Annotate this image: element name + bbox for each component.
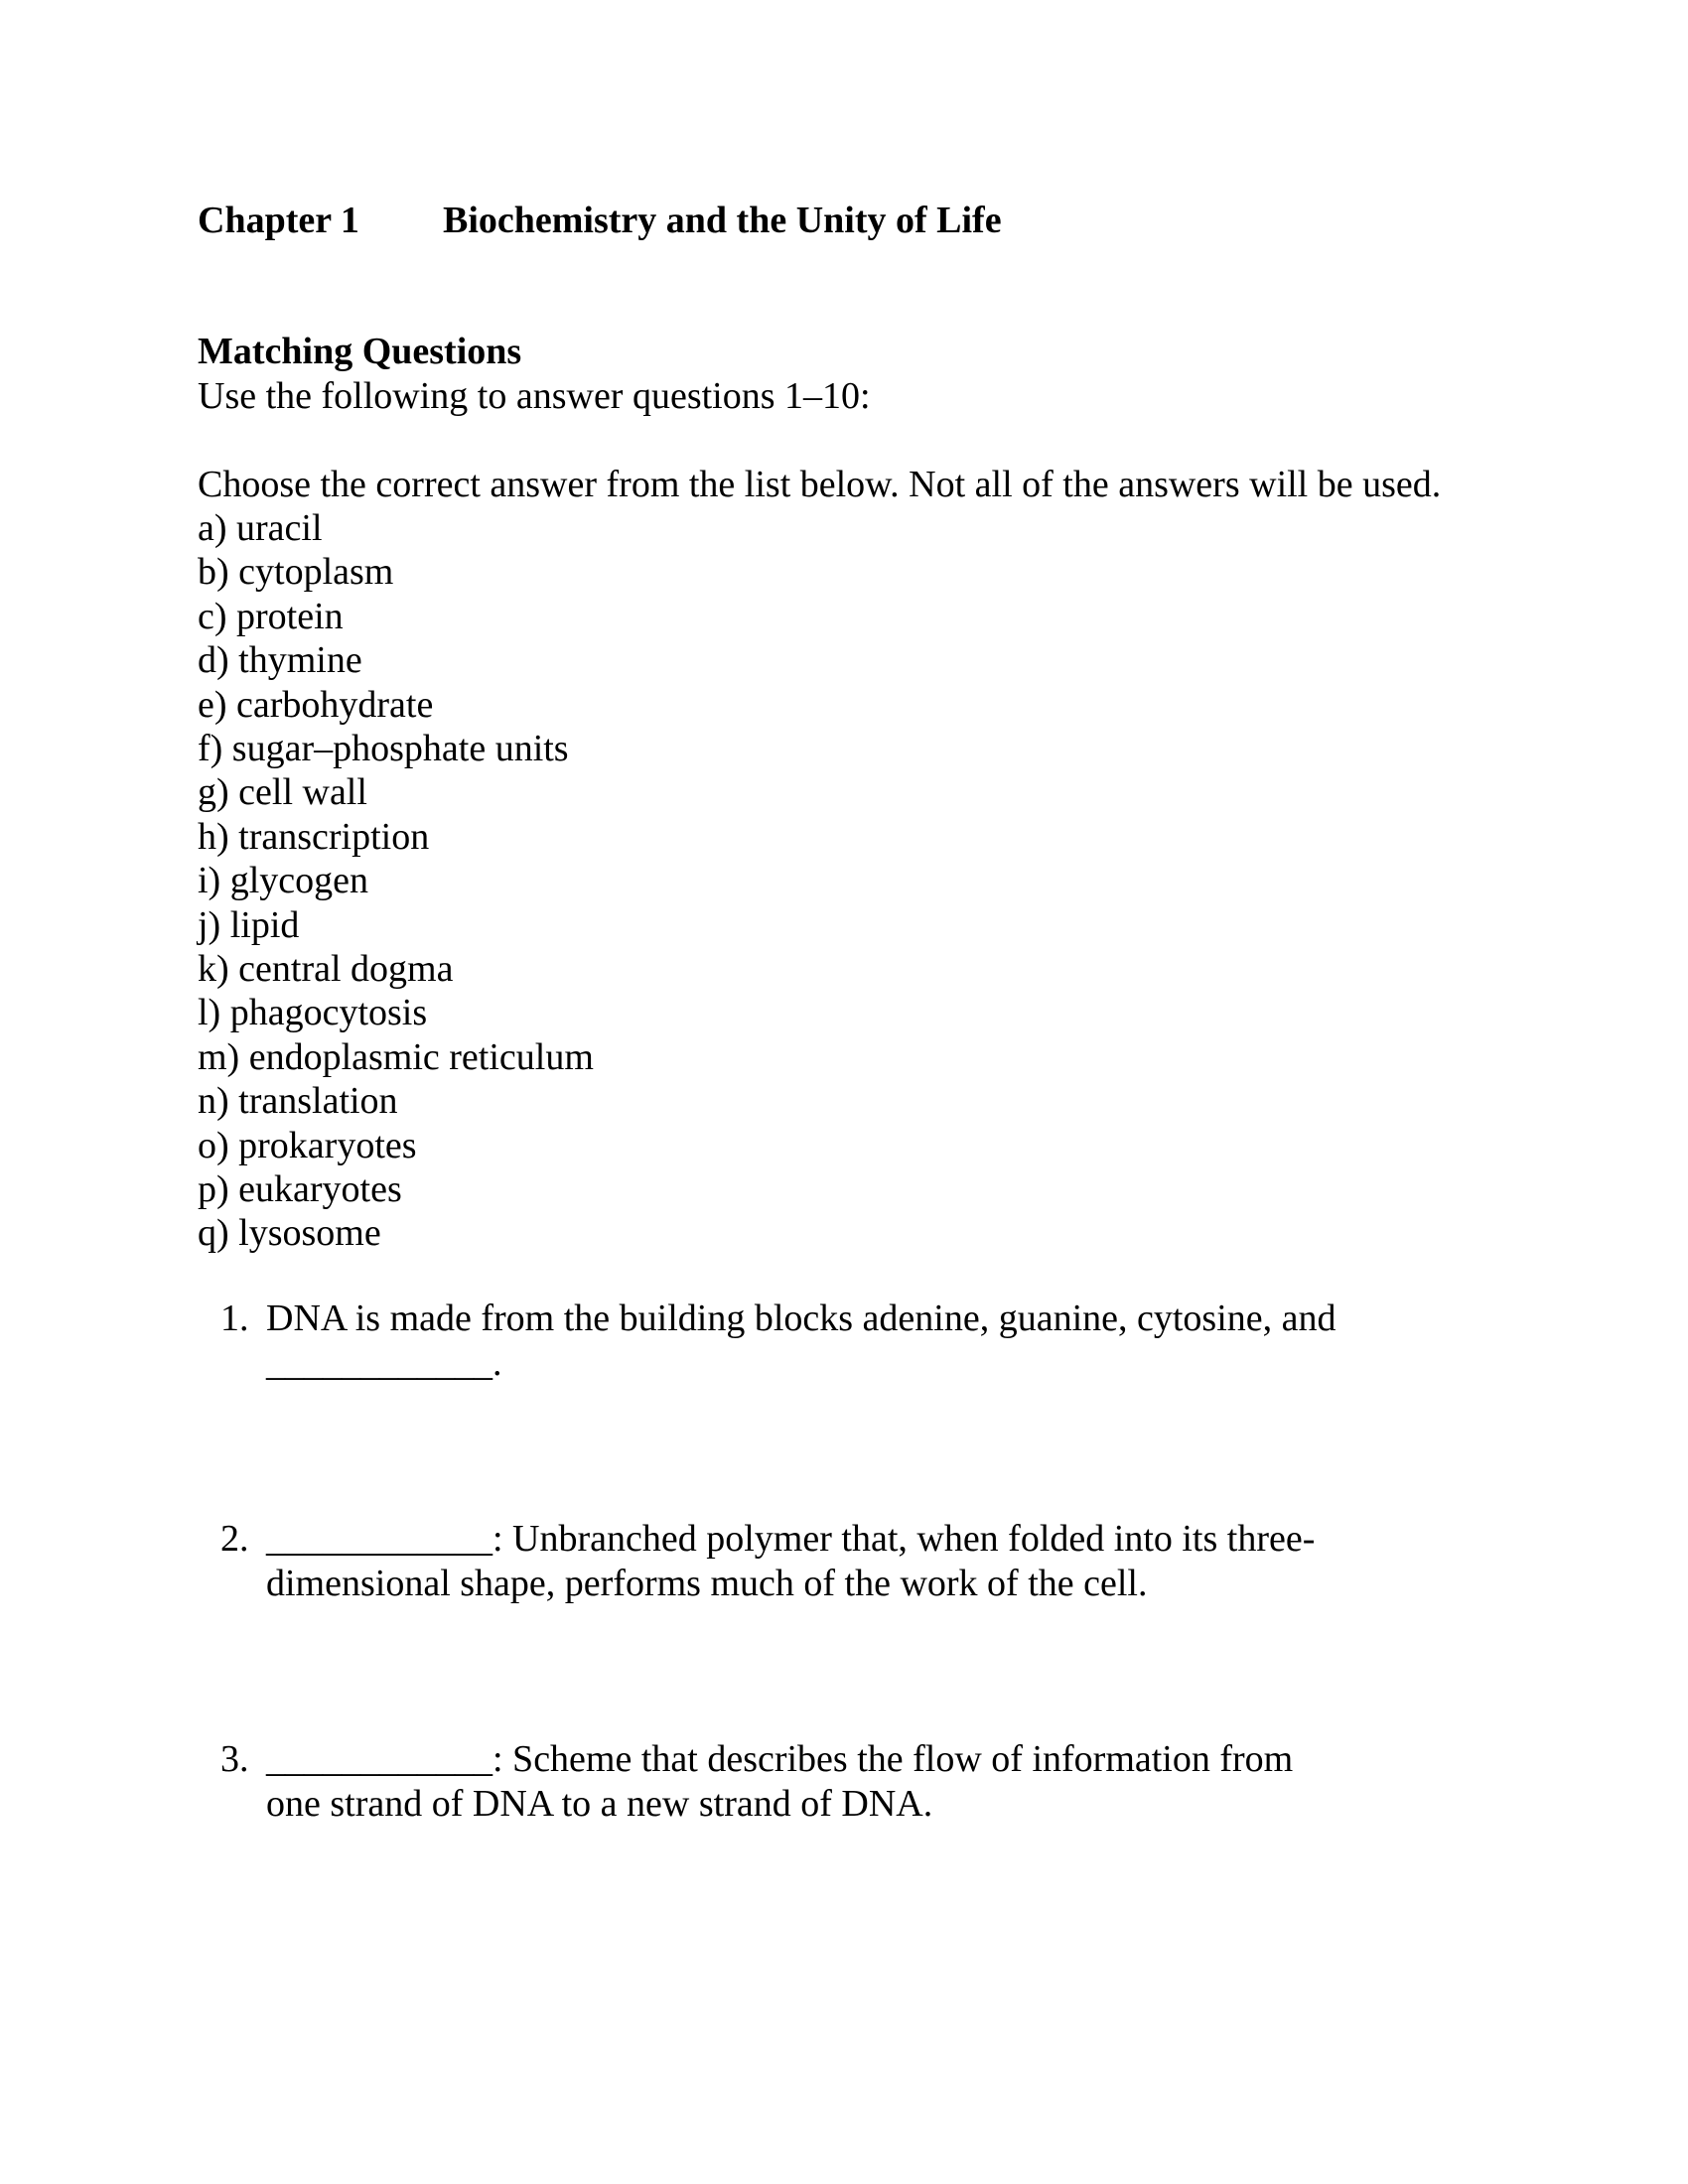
answer-option: q) lysosome [198, 1212, 381, 1255]
question-number: 3. [220, 1738, 249, 1780]
question-text-line: ____________. [266, 1341, 502, 1384]
question-number: 2. [220, 1518, 249, 1560]
section-heading: Matching Questions [198, 331, 522, 372]
answer-option: i) glycogen [198, 860, 369, 902]
answer-option: j) lipid [198, 903, 300, 946]
question-text-line: DNA is made from the building blocks adenine, guanine, cytosine, and [266, 1297, 1336, 1339]
answer-option: f) sugar–phosphate units [198, 728, 569, 769]
question-text-line: one strand of DNA to a new strand of DNA. [266, 1782, 933, 1825]
answer-option: o) prokaryotes [198, 1124, 417, 1166]
answer-option: e) carbohydrate [198, 683, 434, 726]
answer-option: m) endoplasmic reticulum [198, 1035, 594, 1078]
answer-option: p) eukaryotes [198, 1168, 402, 1210]
section-instructions: Choose the correct answer from the list below. Not all of the answers will be used. [198, 464, 1442, 505]
answer-option: n) translation [198, 1080, 398, 1123]
answer-option: a) uracil [198, 507, 323, 549]
answer-option: h) transcription [198, 815, 430, 858]
question-number: 1. [220, 1297, 249, 1339]
answer-option: d) thymine [198, 639, 362, 682]
question-text-line: dimensional shape, performs much of the work of the cell. [266, 1562, 1148, 1604]
answer-option: b) cytoplasm [198, 551, 394, 594]
question-text-line: ____________: Unbranched polymer that, when folded into its three- [266, 1518, 1316, 1560]
chapter-label: Chapter 1 [198, 200, 359, 241]
question-text-line: ____________: Scheme that describes the flow of information from [266, 1738, 1294, 1780]
answer-option: g) cell wall [198, 771, 367, 814]
chapter-title: Biochemistry and the Unity of Life [443, 200, 1002, 241]
answer-option: l) phagocytosis [198, 992, 428, 1034]
section-intro: Use the following to answer questions 1–10: [198, 375, 871, 417]
answer-option: k) central dogma [198, 948, 454, 990]
answer-option: c) protein [198, 595, 344, 637]
